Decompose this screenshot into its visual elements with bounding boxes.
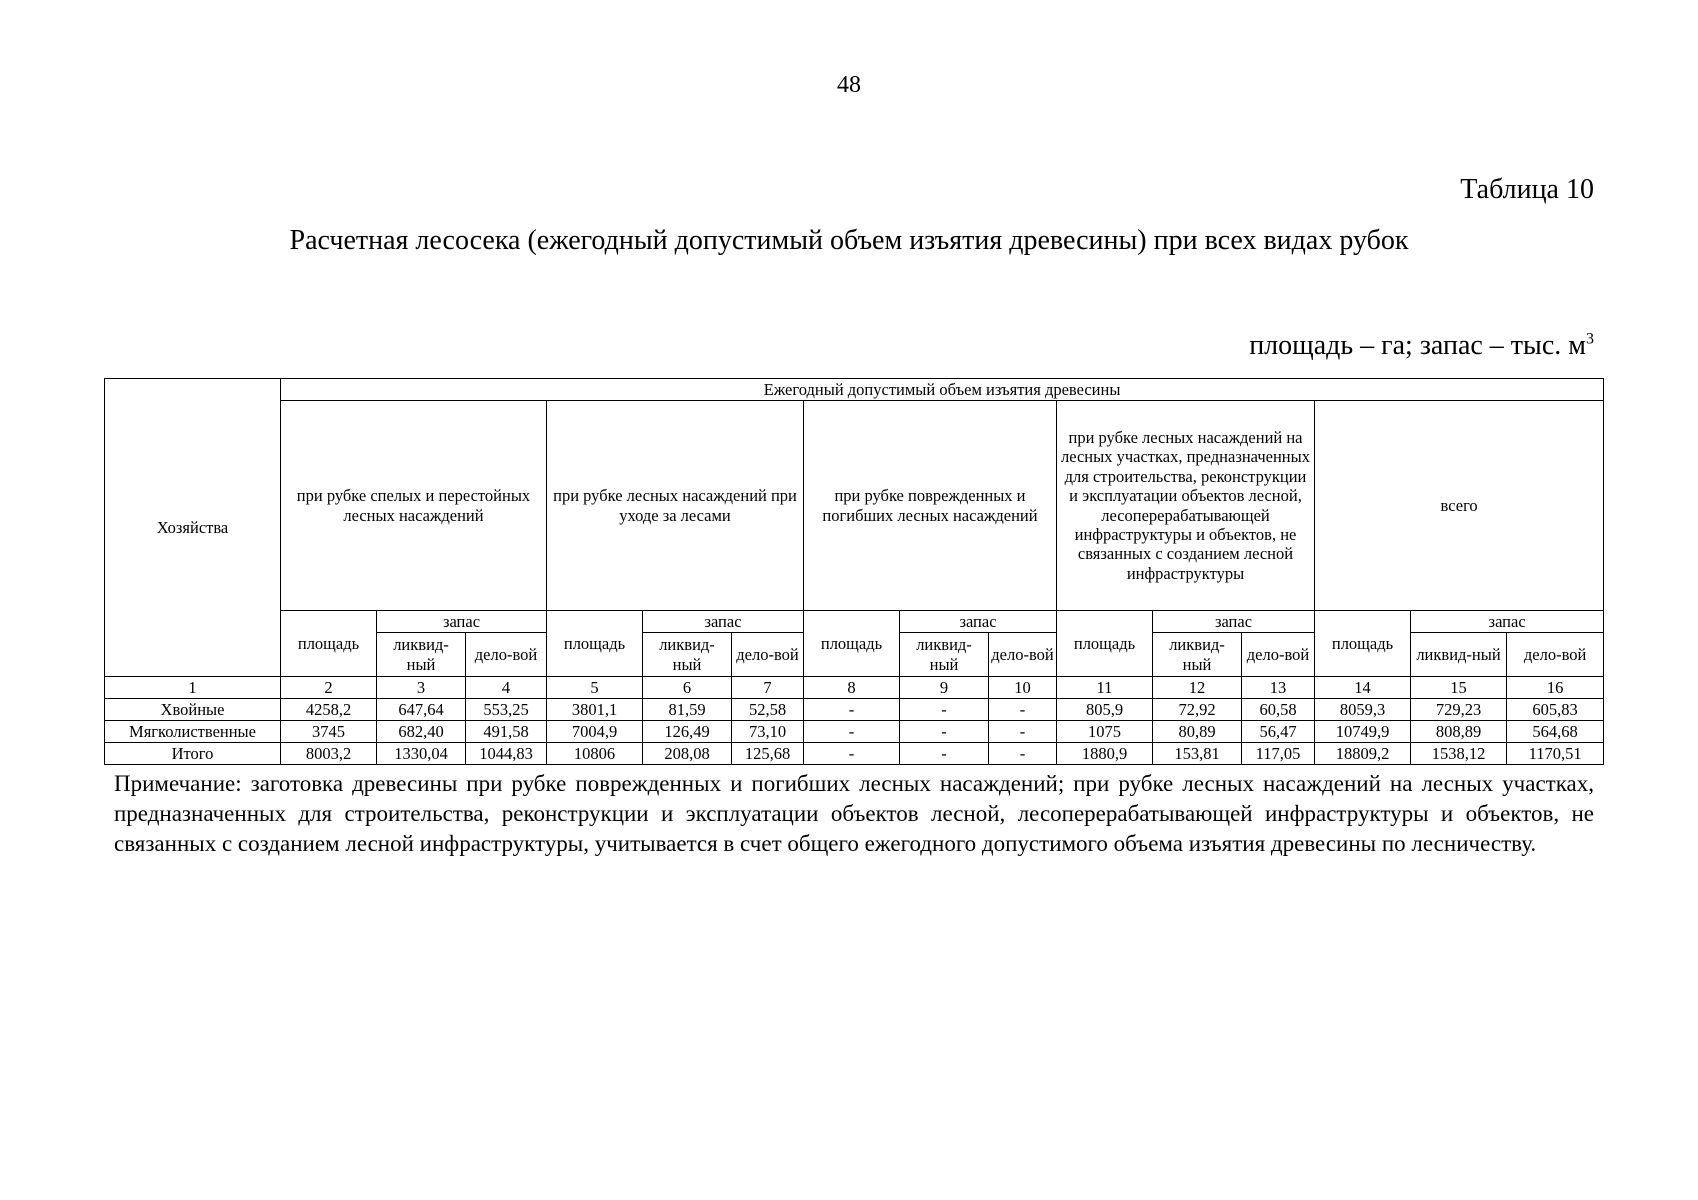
area-header-cell: площадь (281, 611, 377, 677)
group-header-cell: Ежегодный допустимый объем изъятия древесины (281, 379, 1604, 401)
table-note: Примечание: заготовка древесины при рубке поврежденных и погибших лесных насаждений; при рубке лесных насаждений на лесных участках, предназначенных для строительства, реконструкции и эксплуатации объектов лесной, лесоперерабатывающей инфраструктуры и объектов, не связанных с созданием лесной инфраструктуры, учитывается в счет общего ежегодного допустимого объема изъятия древесины по лесничеству. (114, 771, 1594, 856)
row-name-cell: Мягколиственные (105, 721, 281, 743)
data-cell: 18809,2 (1315, 743, 1411, 765)
stock-header-cell: запас (377, 611, 547, 633)
data-cell: - (989, 743, 1057, 765)
data-cell: 1330,04 (377, 743, 466, 765)
data-cell: 52,58 (732, 699, 804, 721)
commercial-header-cell: дело-вой (1242, 633, 1315, 677)
stock-header-cell: запас (900, 611, 1057, 633)
data-cell: 808,89 (1411, 721, 1507, 743)
data-cell: 3801,1 (547, 699, 643, 721)
stock-header-cell: запас (643, 611, 804, 633)
data-cell: 682,40 (377, 721, 466, 743)
column-number-cell: 14 (1315, 677, 1411, 699)
data-cell: 605,83 (1507, 699, 1604, 721)
column-number-cell: 12 (1153, 677, 1242, 699)
data-cell: 125,68 (732, 743, 804, 765)
data-cell: 3745 (281, 721, 377, 743)
category-header-cell: при рубке поврежденных и погибших лесных насаждений (804, 401, 1057, 611)
data-cell: 126,49 (643, 721, 732, 743)
column-number-cell: 10 (989, 677, 1057, 699)
category-header-cell: при рубке лесных насаждений при уходе за лесами (547, 401, 804, 611)
table-row (105, 743, 1604, 765)
data-cell: 80,89 (1153, 721, 1242, 743)
data-cell: 72,92 (1153, 699, 1242, 721)
data-cell: 7004,9 (547, 721, 643, 743)
header-row-subgroups (105, 611, 1604, 633)
data-cell: - (989, 699, 1057, 721)
data-cell: - (900, 699, 989, 721)
category-header-cell: всего (1315, 401, 1604, 611)
liquid-header-cell: ликвид-ный (377, 633, 466, 677)
data-cell: 491,58 (466, 721, 547, 743)
data-cell: 553,25 (466, 699, 547, 721)
data-cell: 208,08 (643, 743, 732, 765)
data-cell: 1075 (1057, 721, 1153, 743)
units-note (1249, 330, 1594, 362)
liquid-header-cell: ликвид-ный (643, 633, 732, 677)
column-number-row (105, 677, 1604, 699)
table-label: Таблица 10 (1460, 174, 1594, 205)
header-row-categories (105, 401, 1604, 611)
data-cell: 8003,2 (281, 743, 377, 765)
area-header-cell: площадь (804, 611, 900, 677)
commercial-header-cell: дело-вой (989, 633, 1057, 677)
data-cell: 1538,12 (1411, 743, 1507, 765)
column-number-cell: 11 (1057, 677, 1153, 699)
row-header-cell: Хозяйства (105, 379, 281, 677)
column-number-cell: 15 (1411, 677, 1507, 699)
column-number-cell: 1 (105, 677, 281, 699)
data-cell: 4258,2 (281, 699, 377, 721)
column-number-cell: 2 (281, 677, 377, 699)
table-row (105, 721, 1604, 743)
allowable-cut-table (104, 378, 1604, 765)
column-number-cell: 4 (466, 677, 547, 699)
data-cell: 729,23 (1411, 699, 1507, 721)
data-cell: 8059,3 (1315, 699, 1411, 721)
units-superscript: 3 (1586, 330, 1594, 348)
liquid-header-cell: ликвид-ный (1153, 633, 1242, 677)
data-cell: 647,64 (377, 699, 466, 721)
data-cell: 1044,83 (466, 743, 547, 765)
data-cell: - (900, 743, 989, 765)
column-number-cell: 6 (643, 677, 732, 699)
liquid-header-cell: ликвид-ный (900, 633, 989, 677)
commercial-header-cell: дело-вой (1507, 633, 1604, 677)
column-number-cell: 5 (547, 677, 643, 699)
column-number-cell: 9 (900, 677, 989, 699)
data-cell: - (989, 721, 1057, 743)
data-cell: 73,10 (732, 721, 804, 743)
row-name-cell: Итого (105, 743, 281, 765)
units-text: площадь – га; запас – тыс. м (1249, 330, 1586, 361)
data-cell: 81,59 (643, 699, 732, 721)
data-cell: - (804, 721, 900, 743)
area-header-cell: площадь (1315, 611, 1411, 677)
data-cell: 805,9 (1057, 699, 1153, 721)
stock-header-cell: запас (1153, 611, 1315, 633)
data-cell: - (804, 743, 900, 765)
data-cell: - (804, 699, 900, 721)
data-cell: 56,47 (1242, 721, 1315, 743)
data-cell: 10806 (547, 743, 643, 765)
column-number-cell: 13 (1242, 677, 1315, 699)
category-header-cell: при рубке спелых и перестойных лесных насаждений (281, 401, 547, 611)
data-cell: 564,68 (1507, 721, 1604, 743)
data-cell: 1880,9 (1057, 743, 1153, 765)
stock-header-cell: запас (1411, 611, 1604, 633)
column-number-cell: 16 (1507, 677, 1604, 699)
table-row (105, 699, 1604, 721)
data-cell: 117,05 (1242, 743, 1315, 765)
liquid-header-cell: ликвид-ный (1411, 633, 1507, 677)
data-cell: 1170,51 (1507, 743, 1604, 765)
data-cell: 153,81 (1153, 743, 1242, 765)
area-header-cell: площадь (547, 611, 643, 677)
area-header-cell: площадь (1057, 611, 1153, 677)
column-number-cell: 3 (377, 677, 466, 699)
page-number: 48 (837, 72, 861, 98)
column-number-cell: 8 (804, 677, 900, 699)
commercial-header-cell: дело-вой (466, 633, 547, 677)
document-title: Расчетная лесосека (ежегодный допустимый объем изъятия древесины) при всех видах рубок (289, 225, 1409, 256)
category-header-cell: при рубке лесных насаждений на лесных участках, предназначенных для строительства, реконструкции и эксплуатации объектов лесной, лесоперерабатывающей инфраструктуры и объектов, не связанных с созданием лесной инфраструктуры (1057, 401, 1315, 611)
data-cell: 60,58 (1242, 699, 1315, 721)
header-row-group (105, 379, 1604, 401)
data-cell: 10749,9 (1315, 721, 1411, 743)
row-name-cell: Хвойные (105, 699, 281, 721)
data-cell: - (900, 721, 989, 743)
column-number-cell: 7 (732, 677, 804, 699)
commercial-header-cell: дело-вой (732, 633, 804, 677)
